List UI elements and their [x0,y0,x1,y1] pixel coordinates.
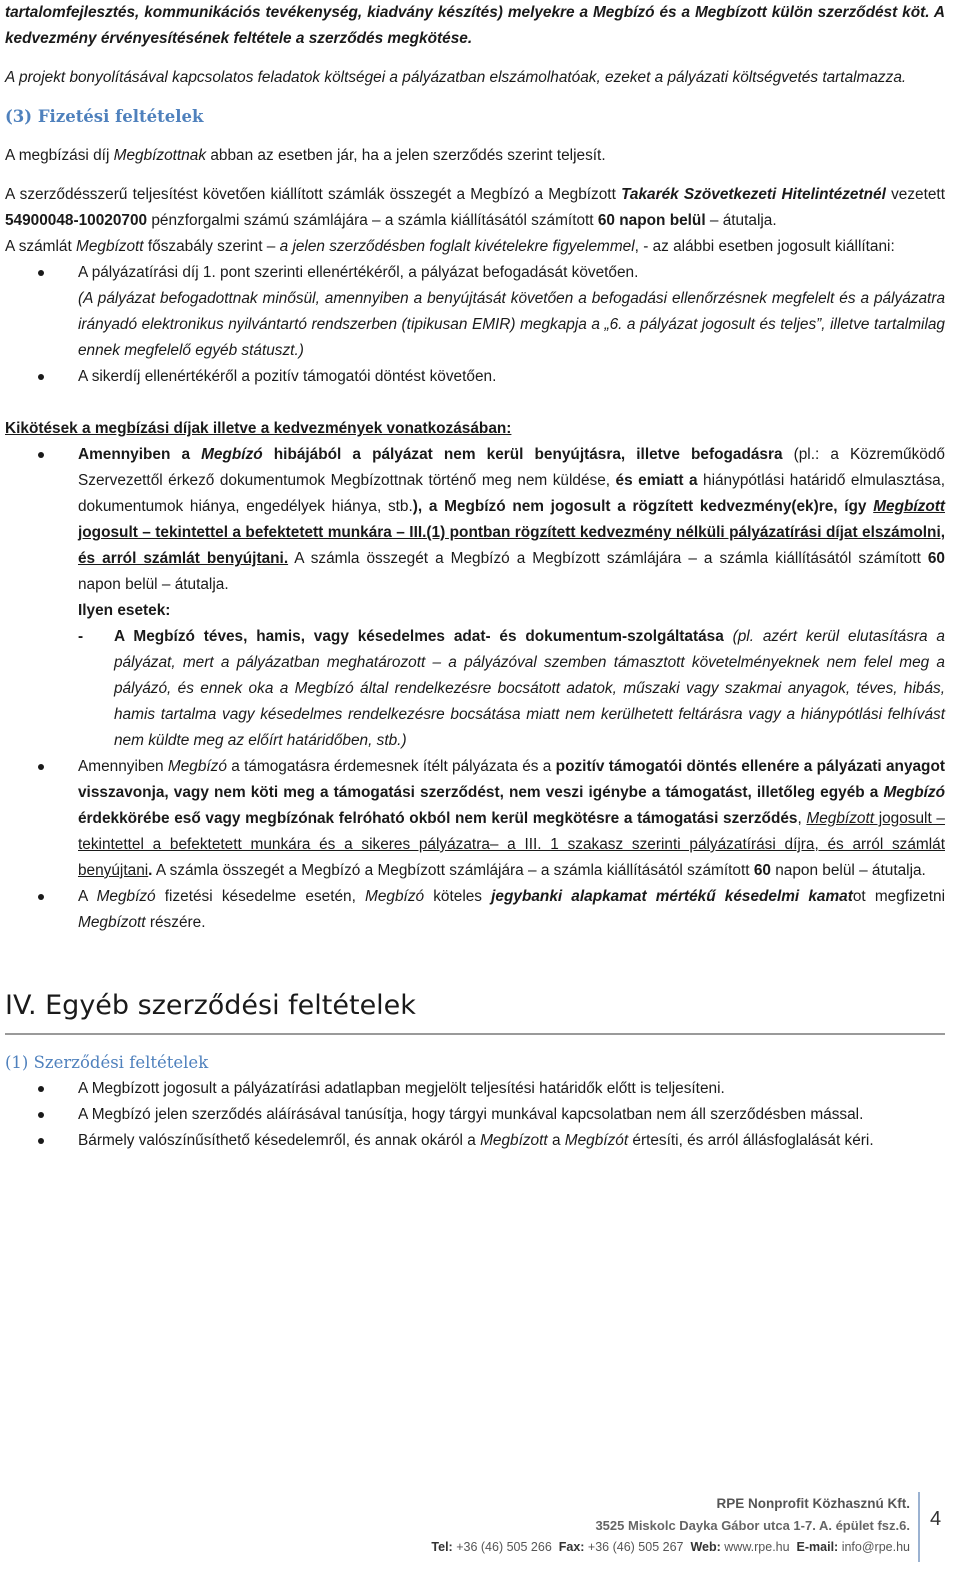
list-item: A Megbízott jogosult a pályázatírási adatlapban megjelölt teljesítési határidők előtt is teljesíteni. [5,1076,945,1102]
website-link[interactable]: www.rpe.hu [724,1540,790,1554]
contract-terms-list [5,1076,945,1154]
page-footer [0,1480,960,1588]
list-item: A Megbízó fizetési késedelme esetén, Megbízó köteles jegybanki alapkamat mértékű késedelmi kamatot megfizetni Megbízott részére. [5,884,945,936]
conditions-list [5,442,945,936]
page-number: 4 [930,1508,942,1530]
contract-terms-heading: (1) Szerződési feltételek [5,1053,209,1072]
intro-paragraph: tartalomfejlesztés, kommunikációs tevékenység, kiadvány készítés) melyekre a Megbízó és a Megbízott külön szerződést köt. A kedvezmény érvényesítésének feltétele a szerződés megkötése. [5,4,945,47]
document-page [5,0,945,1154]
list-item: Amennyiben Megbízó a támogatásra érdemesnek ítélt pályázata és a pozitív támogatói döntés ellenére a pályázati anyagot visszavonja, vagy nem köti meg a támogatási szerződést, nem veszi igénybe a támogatást, illetőleg egyéb a Megbízó érdekkörébe eső vagy megbízónak felróható okból nem kerül megkötésre a támogatási szerződés, Megbízott jogosult – tekintettel a befektetett munkára és a sikeres pályázatra– a III. 1 szakasz szerinti pályázatírási díjra, és arról számlát benyújtani. A számla összegét a Megbízó a Megbízott számlájára – a számla kiállításától számított 60 napon belül – átutalja. [5,754,945,884]
fax-number: +36 (46) 505 267 [587,1540,684,1554]
conditions-heading: Kikötések a megbízási díjak illetve a kedvezmények vonatkozásában: [5,420,512,437]
company-name: RPE Nonprofit Közhasznú Kft. [716,1496,910,1511]
example-item: - A Megbízó téves, hamis, vagy késedelmes adat- és dokumentum-szolgáltatása (pl. azért kerül elutasításra a pályázat, mert a pályázatban meghatározott – a pályázóval szemben támasztott követelményeknek nem felel meg a pályázó, és ennek oka a Megbízó által rendelkezésre bocsátott adatok, műszaki vagy szakmai anyagok, téves, hibás, hamis tartalma vagy késedelmes rendelkezésre bocsátása miatt nem kerülhetett feltárásra vagy a hiánypótlási felhívást nem küldte meg az előírt határidőben, stb.) [78,628,945,749]
list-item: Bármely valószínűsíthető késedelemről, és annak okáról a Megbízott a Megbízót értesíti, és arról állásfoglalását kéri. [5,1128,945,1154]
fee-paragraph: A megbízási díj Megbízottnak abban az esetben jár, ha a jelen szerződés szerint teljesít. [5,147,606,164]
footer-divider [918,1492,920,1562]
company-address: 3525 Miskolc Dayka Gábor utca 1-7. A. épület fsz.6. [595,1518,910,1533]
invoice-rule-paragraph: A számlát Megbízott főszabály szerint – a jelen szerződésben foglalt kivételekre figyelemmel, - az alábbi esetben jogosult kiállítani: [5,238,895,255]
intro-cost-paragraph: A projekt bonyolításával kapcsolatos feladatok költségei a pályázatban elszámolhatóak, ezeket a pályázati költségvetés tartalmazza. [5,69,907,86]
payment-terms-heading: (3) Fizetési feltételek [5,107,204,126]
examples-label: Ilyen esetek: [78,602,171,619]
list-item: Amennyiben a Megbízó hibájából a pályázat nem kerül benyújtásra, illetve befogadásra (pl.: a Közreműködő Szervezettől érkező dokumentumok Megbízottnak történő meg nem küldése, és emiatt a hiánypótlási határidő elmulasztása, dokumentumok hiánya, engedélyek hiánya, stb.), a Megbízó nem jogosult a rögzített kedvezmény(ek)re, így Megbízott jogosult – tekintettel a befektetett munkára – III.(1) pontban rögzített kedvezmény nélküli pályázatírási díjat elszámolni, és arról számlát benyújtani. A számla összegét a Megbízó a Megbízott számlájára – a számla kiállításától számított 60 napon belül – átutalja. Ilyen esetek: - A Megbízó téves, hamis, vagy késedelmes adat- és dokumentum-szolgáltatása (pl. azért kerül elutasításra a pályázat, mert a pályázatban meghatározott – a pályázóval szemben támasztott követelményeknek nem felel meg a pályázó, és ennek oka a Megbízó által rendelkezésre bocsátott adatok, műszaki vagy szakmai anyagok, téves, hibás, hamis tartalma vagy késedelmes rendelkezésre bocsátása miatt nem kerülhetett feltárásra vagy a hiánypótlási felhívást nem küldte meg az előírt határidőben, stb.) [5,442,945,754]
email-link[interactable]: info@rpe.hu [841,1540,910,1554]
phone-number: +36 (46) 505 266 [456,1540,552,1554]
invoice-cases-list [5,260,945,390]
invoice-transfer-paragraph: A szerződésszerű teljesítést követően kiállított számlák összegét a Megbízó a Megbízott Takarék Szövetkezeti Hitelintézetnél vezetett 54900048-10020700 pénzforgalmi számú számlájára – a számla kiállításától számított 60 napon belül – átutalja. [5,186,945,229]
section-title: IV. Egyéb szerződési feltételek [5,988,945,1035]
list-item: A Megbízó jelen szerződés aláírásával tanúsítja, hogy tárgyi munkával kapcsolatban nem áll szerződésben mással. [5,1102,945,1128]
contact-line: Tel: +36 (46) 505 266 Fax: +36 (46) 505 267 Web: www.rpe.hu E-mail: info@rpe.hu [431,1540,910,1554]
list-item: A sikerdíj ellenértékéről a pozitív támogatói döntést követően. [5,364,945,390]
list-item: A pályázatírási díj 1. pont szerinti ellenértékéről, a pályázat befogadását követően. (A pályázat befogadottnak minősül, amennyiben a benyújtását követően a befogadási ellenőrzésnek megfelelt és a pályázatra irányadó elektronikus nyilvántartó rendszerben (tipikusan EMIR) megkapja a „6. a pályázat jogosult és teljes”, illetve tartalmilag ennek megfelelő egyéb státuszt.) [5,260,945,364]
